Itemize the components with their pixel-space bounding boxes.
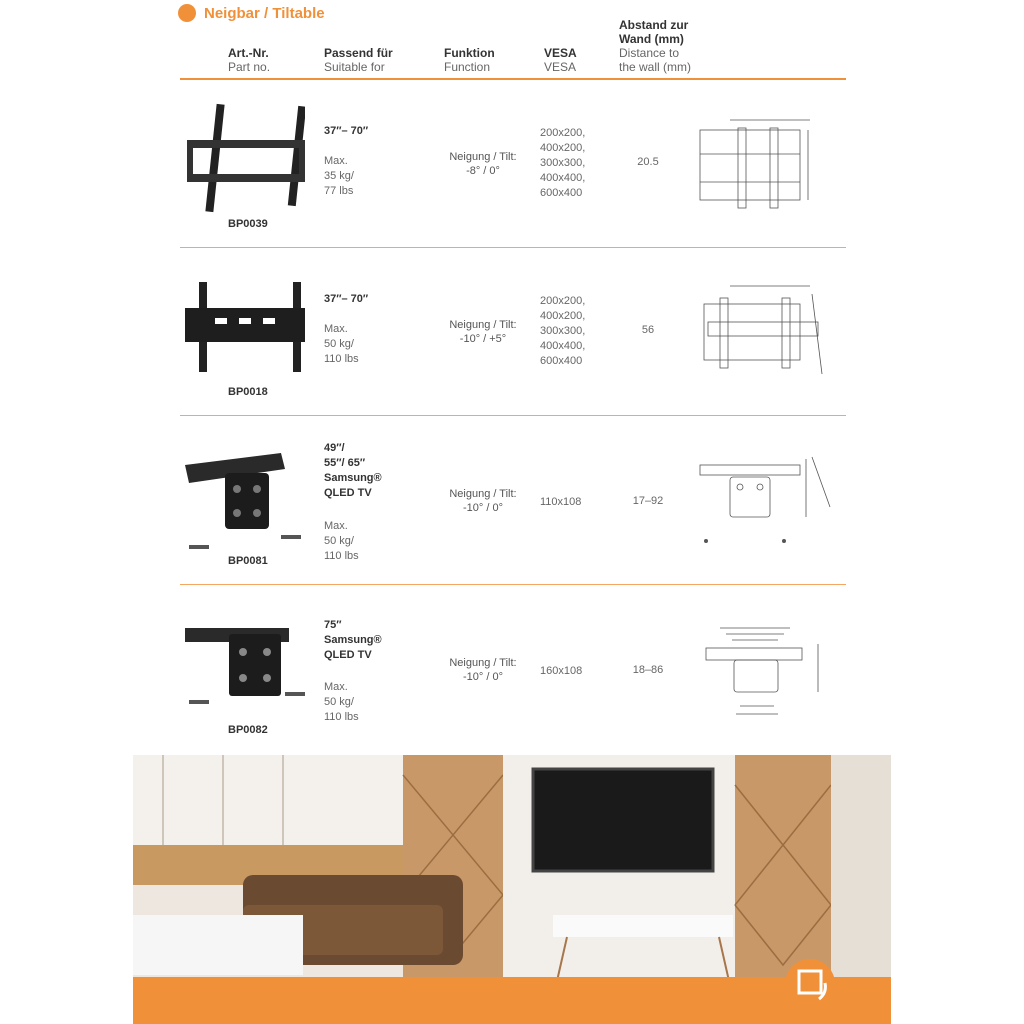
tilt-function: Neigung / Tilt: -10° / 0° bbox=[449, 488, 517, 514]
size-range: 75″ Samsung® QLED TV bbox=[324, 619, 382, 661]
wall-mount-bp0018-icon bbox=[185, 278, 305, 378]
part-number: BP0018 bbox=[228, 386, 268, 398]
table-row bbox=[180, 80, 846, 248]
col-header-distance: Abstand zur Wand (mm) Distance to the wall (mm) bbox=[619, 18, 692, 74]
wall-mount-bp0081-icon bbox=[185, 447, 305, 557]
tilt-function: Neigung / Tilt: -8° / 0° bbox=[449, 151, 517, 177]
wall-distance: 20.5 bbox=[637, 156, 659, 168]
tilt-function: Neigung / Tilt: -10° / 0° bbox=[449, 657, 517, 683]
vesa-list: 200x200, 400x200, 300x300, 400x400, 600x400 bbox=[540, 295, 586, 367]
col-header-partno: Art.-Nr. Part no. bbox=[228, 46, 271, 74]
wall-mount-bp0039-icon bbox=[185, 100, 305, 220]
row-divider bbox=[180, 415, 846, 416]
max-load: Max. 50 kg/ 110 lbs bbox=[324, 681, 359, 723]
vesa-list: 110x108 bbox=[540, 496, 582, 508]
table-row bbox=[180, 417, 846, 585]
tilt-function: Neigung / Tilt: -10° / +5° bbox=[449, 319, 517, 345]
technical-drawing-bp0081-icon bbox=[690, 447, 840, 547]
col-header-function: Funktion Function bbox=[444, 46, 495, 74]
wall-distance: 18–86 bbox=[632, 664, 664, 676]
size-range: 37″– 70″ bbox=[324, 293, 369, 305]
wall-distance: 17–92 bbox=[632, 495, 664, 507]
part-number: BP0039 bbox=[228, 218, 268, 230]
part-number: BP0081 bbox=[228, 555, 268, 567]
vesa-list: 200x200, 400x200, 300x300, 400x400, 600x400 bbox=[540, 127, 586, 199]
table-row bbox=[180, 248, 846, 416]
max-load: Max. 50 kg/ 110 lbs bbox=[324, 520, 359, 562]
table-row bbox=[180, 586, 846, 754]
col-header-vesa: VESA VESA bbox=[544, 46, 577, 74]
max-load: Max. 50 kg/ 110 lbs bbox=[324, 323, 359, 365]
row-divider bbox=[180, 584, 846, 585]
technical-drawing-bp0018-icon bbox=[690, 274, 840, 384]
tilt-icon bbox=[785, 959, 835, 1009]
part-number: BP0082 bbox=[228, 724, 268, 736]
living-room-photo bbox=[133, 755, 891, 1024]
max-load: Max. 35 kg/ 77 lbs bbox=[324, 155, 354, 197]
section-title bbox=[178, 4, 325, 22]
technical-drawing-bp0082-icon bbox=[690, 620, 840, 730]
vesa-list: 160x108 bbox=[540, 665, 583, 677]
size-range: 49″/ 55″/ 65″ Samsung® QLED TV bbox=[324, 442, 382, 499]
size-range: 37″– 70″ bbox=[324, 125, 369, 137]
orange-dot-icon bbox=[178, 4, 196, 22]
technical-drawing-bp0039-icon bbox=[690, 110, 840, 220]
col-header-suitable: Passend für Suitable for bbox=[324, 46, 393, 74]
wall-distance: 56 bbox=[641, 324, 655, 336]
wall-mount-bp0082-icon bbox=[185, 620, 305, 720]
section-title-text: Neigbar / Tiltable bbox=[204, 4, 325, 22]
